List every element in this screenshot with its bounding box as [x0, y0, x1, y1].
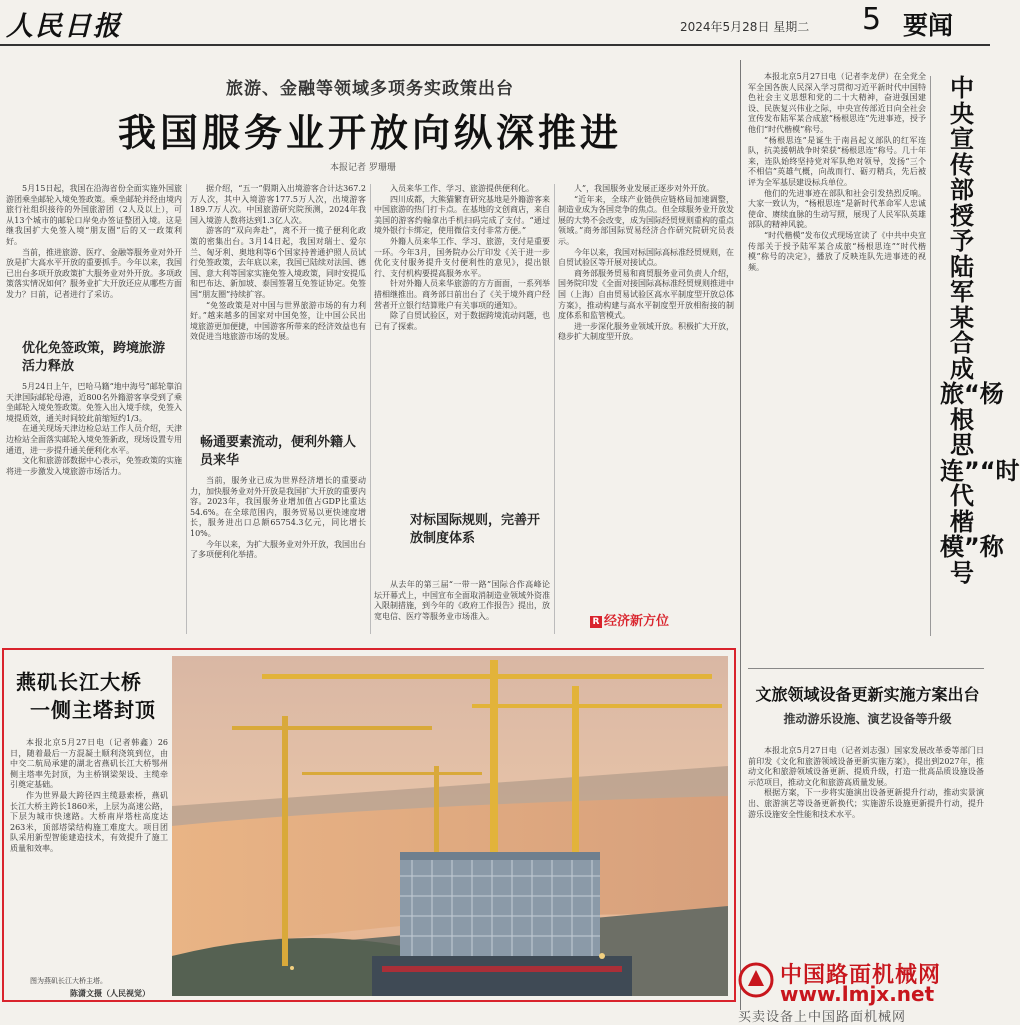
paragraph: 当前，推进旅游、医疗、金融等服务业对外开放是扩大高水平开放的重要抓手。今年以来，我国已出台多项开放政策扩大服务业对外开放。多项政策落实情况如何？服务业扩大开放还应从哪些方面发力？日前，记者进行了采访。 — [6, 247, 182, 299]
feature-title-line2: 一侧主塔封顶 — [30, 698, 156, 722]
paragraph: “免签政策是对中国与世界旅游市场的有力利好。”越来越多的国家对中国免签，让中国公民出境旅游更加便捷，中国游客所带来的经济效益也有效促进当地旅游市场的发展。 — [190, 300, 366, 342]
lead-col2-bottom — [190, 476, 366, 636]
paragraph: 进一步深化服务业领域开放。积极扩大开放，稳步扩大制度型开放。 — [558, 321, 734, 342]
column-rule — [186, 184, 187, 634]
paragraph: 游客的“双向奔赴”，离不开一揽子便利化政策的密集出台。3月14日起，我国对瑞士、爱尔兰、匈牙利、奥地利等6个国家持普通护照人员试行免签政策，去年底以来，我国已陆续对法国、德国、意大利等国家实施免签入境政策，同时安提瓜和巴布达、新加坡、泰国签署互免签证协定。免签国“朋友圈”持续扩容。 — [190, 226, 366, 299]
lead-subhead-3: 对标国际规则，完善开放制度体系 — [410, 513, 541, 546]
paragraph: 在通关现场天津边检总站工作人员介绍，天津边检站全面落实邮轮入境免签新政，现场设置专用通道，进一步提升通关便利化水平。 — [6, 424, 182, 455]
paragraph: 外籍人员来华工作、学习、旅游，支付是重要一环。今年3月，国务院办公厅印发《关于进一步优化支付服务提升支付便利性的意见》，提出银行、支付机构要提高服务水平。 — [374, 236, 550, 278]
right-lower-subhead: 推动游乐设施、演艺设备等升级 — [783, 712, 952, 726]
lead-col3-top — [374, 184, 550, 510]
watermark-logo-icon — [738, 962, 774, 998]
vertical-headline: 中央宣传部授予陆军某合成旅“杨根思连”“时代楷模”称号 — [940, 74, 1020, 587]
lead-headline: 我国服务业开放向纵深推进 — [117, 111, 622, 155]
feature-title-line1: 燕矶长江大桥 — [16, 670, 142, 694]
paragraph: “杨根思连”是诞生于南昌起义部队的红军连队，抗美援朝战争时荣获“杨根思连”称号。几十年来，连队始终坚持党对军队绝对领导，发扬“三个不相信”英雄气概，向战而行、砺刃精兵，先后被评为全军基层建设标兵单位。 — [748, 135, 926, 187]
vertical-headline-rule — [930, 76, 931, 636]
paragraph: 5月24日上午，巴哈马籍“地中海号”邮轮靠泊天津国际邮轮母港，近800名外籍游客享受到了乘坐邮轮入境免签政策。免签入出入境手续，免签入境提质效，通关时间较此前缩短约1/3。 — [6, 382, 182, 423]
photo-credit: 陈潇文摄（人民视觉） — [70, 988, 150, 998]
paragraph: 根据方案，下一步将实施演出设备更新提升行动，推动实景演出、旅游演艺等设备更新换代；实施游乐设施更新提升行动，提升游乐设施安全性能和技术水平。 — [748, 788, 984, 819]
paragraph: 据介绍，“五一”假期入出境游客合计达367.2万人次，其中入境游客177.5万人次，出境游客189.7万人次。中国旅游研究院预测，2024年我国入境游人数将达到1.3亿人次。 — [190, 184, 366, 225]
lead-byline: 本报记者 罗珊珊 — [330, 163, 396, 173]
bridge-construction-photo — [172, 656, 728, 996]
paragraph: “时代楷模”发布仪式现场宣读了《中共中央宣传部关于授予陆军某合成旅“杨根思连”“时代楷模”称号的决定》，播放了反映连队先进事迹的视频。 — [748, 230, 926, 272]
watermark-slogan: 买卖设备上中国路面机械网 — [738, 1010, 907, 1025]
column-rule — [370, 184, 371, 634]
economy-column-tag — [590, 610, 669, 629]
paragraph: 今年以来，为扩大服务业对外开放，我国出台了多项便利化举措。 — [190, 539, 366, 560]
right-story-body — [748, 72, 926, 638]
paragraph: 人”，我国服务业发展正逐步对外开放。 — [574, 184, 715, 193]
lead-col1-top — [6, 184, 182, 334]
paragraph: 本报北京5月27日电（记者刘志强）国家发展改革委等部门日前印发《文化和旅游领域设备更新实施方案》，提出到2027年，推动文化和旅游领域设备更新、提质升级，打造一批高品质设施设备示范项目，推动文化和旅游高质量发展。 — [748, 746, 984, 787]
lead-col4 — [558, 184, 734, 600]
lead-col1-bottom — [6, 382, 182, 637]
masthead — [0, 0, 990, 46]
feature-body — [10, 738, 168, 972]
issue-date: 2024年5月28日 星期二 — [680, 20, 810, 34]
paragraph: 作为世界最大跨径四主缆悬索桥，燕矶长江大桥主跨长1860米，上层为高速公路，下层为城市快速路。大桥南岸塔柱高度达263米，顶部塔梁结构施工难度大。项目团队采用新型智能建造技术，有效提升了施工质量和效率。 — [10, 790, 168, 853]
lead-subhead-2: 畅通要素流动，便利外籍人员来华 — [200, 435, 357, 468]
lead-subhead-1: 优化免签政策，跨境旅游活力释放 — [22, 341, 166, 374]
paragraph: 5月15日起，我国在沿海省份全面实施外国旅游团乘坐邮轮入境免签政策。乘坐邮轮并经由境内旅行社组织接待的外国旅游团（2人及以上），可从13个城市的邮轮口岸免办签证整团入境。这是继我国扩大免签入境“朋友圈”后的又一政策利好。 — [6, 184, 182, 246]
watermark-name: 中国路面机械网 — [780, 963, 942, 988]
lead-kicker: 旅游、金融等领域多项务实政策出台 — [226, 79, 514, 99]
newspaper-logo: 人民日报 — [6, 11, 122, 42]
paragraph: 今年以来，我国对标国际高标准经贸规则，在自贸试验区等开展对接试点。 — [558, 247, 734, 268]
page-number: 5 — [862, 2, 882, 37]
right-column-divider — [740, 60, 741, 1010]
bridge-photo-illustration — [172, 656, 728, 996]
paragraph: 文化和旅游部数据中心表示，免签政策的实施将进一步激发入境旅游市场活力。 — [6, 456, 182, 476]
paragraph: 四川成都，大熊猫繁育研究基地是外籍游客来中国旅游的热门打卡点。在基地的文创商店，来自美国的游客约翰拿出手机扫码完成了支付。“通过境外银行卡绑定，使用微信支付非常方便。” — [374, 194, 550, 236]
paragraph: 本报北京5月27日电（记者韩鑫）26日，随着最后一方混凝土顺利浇筑到位，由中交二航局承建的湖北省燕矶长江大桥鄂州侧主塔率先封顶，为主桥钢梁架设、主缆牵引奠定基础。 — [10, 738, 168, 790]
paragraph: “近年来，全球产业链供应链格局加速调整，制造业成为各国竞争的焦点。但全球服务业开放发展的大势不会改变，成为国际经贸规则重构的重点领域。”商务部国际贸易经济合作研究院研究员表示。 — [558, 194, 734, 246]
right-lower-headline: 文旅领域设备更新实施方案出台 — [755, 685, 980, 704]
section-name: 要闻 — [903, 11, 954, 40]
paragraph: 针对外籍人员来华旅游的方方面面，一系列举措相继推出。商务部日前出台了《关于境外商户经营者开立银行结算账户有关事项的通知》。 — [374, 279, 550, 310]
paragraph: 商务部服务贸易和商贸服务业司负责人介绍，国务院印发《全面对接国际高标准经贸规则推进中国（上海）自由贸易试验区高水平制度型开放总体方案》，推动构建与高水平制度型开放相衔接的制度体系和监管模式。 — [558, 268, 734, 321]
section-rule — [748, 668, 984, 669]
column-logo-icon: R — [590, 616, 602, 628]
column-rule — [554, 184, 555, 634]
paragraph: 本报北京5月27日电（记者李龙伊）在全党全军全国各族人民深入学习贯彻习近平新时代中国特色社会主义思想和党的二十大精神，奋进强国建设、民族复兴伟业之际，中央宣传部近日向全社会宣传发布陆军某合成旅“杨根思连”先进事迹，授予他们“时代楷模”称号。 — [748, 72, 926, 134]
watermark-url: www.lmjx.net — [780, 982, 935, 1006]
paragraph: 他们的先进事迹在部队和社会引发热烈反响。大家一致认为，“杨根思连”是新时代革命军人忠诚使命、赓续血脉的生动写照，展现了人民军队英雄部队的精神风貌。 — [748, 188, 926, 230]
lead-col2-top — [190, 184, 366, 420]
lead-col3-bottom — [374, 580, 550, 636]
photo-caption: 图为燕矶长江大桥主塔。 — [30, 977, 107, 985]
paragraph: 除了自贸试验区，对于数据跨境流动问题，也已有了探索。 — [374, 311, 550, 331]
paragraph: 当前，服务业已成为世界经济增长的重要动力，加快服务业对外开放是我国扩大开放的重要内容。2023年，我国服务业增加值占GDP比重达54.6%。在全球范围内，服务贸易以更快速度增长，服务进出口总额65754.3亿元，同比增长10%。 — [190, 476, 366, 538]
paragraph: 入员来华工作、学习、旅游提供便利化。 — [390, 184, 534, 193]
right-lower-body — [748, 746, 984, 952]
paragraph: 从去年的第三届“一带一路”国际合作高峰论坛开幕式上，中国宣布全面取消制造业领域外资准入限制措施，到今年的《政府工作报告》提出，放宽电信、医疗等服务业市场准入。 — [374, 580, 550, 621]
economy-tag-label: 经济新方位 — [604, 614, 670, 629]
